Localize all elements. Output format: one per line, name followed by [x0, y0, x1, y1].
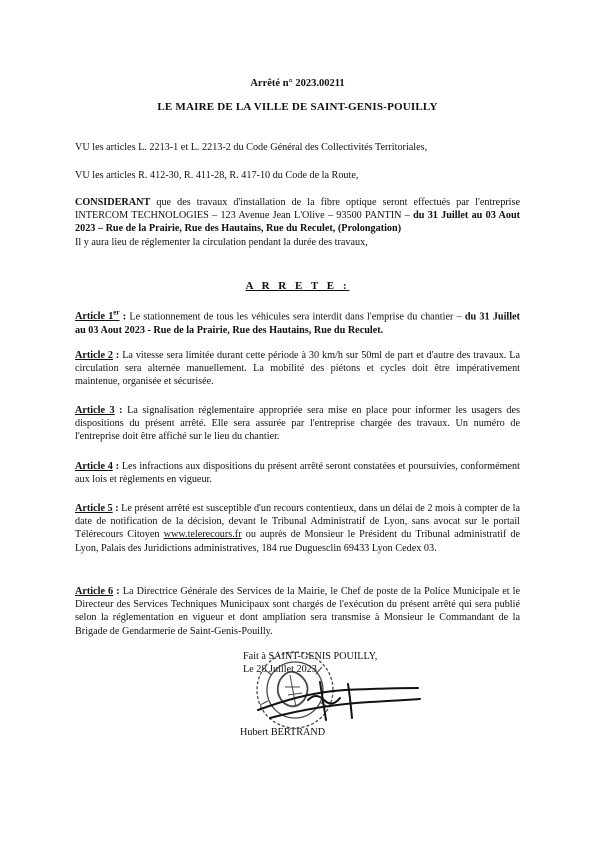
article-3-text: La signalisation réglementaire appropriée sera mise en place pour informer les usagers des dispositions du présent arrêté. Elle sera assurée par l'entreprise chargée des travaux. Un numéro de l'entreprise doit être affiché sur le lieu du chantier.	[75, 405, 520, 443]
article-4-text: Les infractions aux dispositions du présent arrêté seront constatées et poursuivies, conformément aux lois et règlements en vigueur.	[75, 461, 520, 486]
article-2-text: La vitesse sera limitée durant cette période à 30 km/h sur 50ml de part et d'autre des travaux. La circulation sera alternée manuellement. La mobilité des piétons et cycles doit être impérativement maintenue, organisée et sécurisée.	[75, 350, 520, 388]
article-4: Article 4 : Les infractions aux dispositions du présent arrêté seront constatées et poursuivies, conformément aux lois et règlements en vigueur.	[75, 461, 520, 486]
article-1-label: Article 1er	[75, 309, 120, 323]
article-6-text: La Directrice Générale des Services de la Mairie, le Chef de poste de la Police Municipale et le Directeur des Services Techniques Municipaux sont chargés de l'exécution du présent arrêté qui sera publié selon la réglementation en vigueur et dont ampliation sera transmise à Monsieur le Commandant de la Brigade de Gendarmerie de Saint-Genis-Pouilly.	[75, 586, 520, 637]
considerant-tail: Il y aura lieu de réglementer la circulation pendant la durée des travaux,	[75, 236, 368, 248]
article-5-text: Le présent arrêté est susceptible d'un recours contentieux, dans un délai de 2 mois à compter de la date de notification de la décision, devant le Tribunal Administratif de Lyon, sans avocat sur le portail Télérecours Citoyen	[75, 503, 520, 541]
vu-clause-2: VU les articles R. 412-30, R. 411-28, R. 417-10 du Code de la Route,	[75, 170, 359, 181]
article-1-dates: du 31 Juillet au 03 Aout 2023 - Rue de la Prairie, Rue des Hautains, Rue du Reculet.	[75, 311, 521, 336]
article-3-label: Article 3	[75, 405, 115, 416]
article-6: Article 6 : La Directrice Générale des Services de la Mairie, le Chef de poste de la Police Municipale et le Directeur des Services Techniques Municipaux sont chargés de l'exécution du présent arrêté qui sera publié selon la réglementation en vigueur et dont ampliation sera transmise à Monsieur le Commandant de la Brigade de Gendarmerie de Saint-Genis-Pouilly.	[75, 586, 520, 637]
vu-clause-1: VU les articles L. 2213-1 et L. 2213-2 du Code Général des Collectivités Territoriales,	[75, 142, 428, 153]
considerant-label: CONSIDERANT	[75, 197, 151, 208]
considerant-text: que des travaux d'installation de la fibre optique seront effectués par l'entreprise INTERCOM TECHNOLOGIES – 123 Avenue Jean L'Olive – 93500 PANTIN –	[75, 197, 520, 222]
signature-date: Le 28 Juillet 2023	[243, 664, 317, 675]
place-of-signature: Fait à SAINT-GENIS POUILLY,	[243, 651, 378, 662]
article-6-label: Article 6	[75, 586, 114, 597]
article-5: Article 5 : Le présent arrêté est susceptible d'un recours contentieux, dans un délai de 2 mois à compter de la date de notification de la décision, devant le Tribunal Administratif de Lyon, sans avocat sur le portail Télérecours Citoyen www.telerecours.fr ou auprès de Monsieur le Président du Tribunal administratif de Lyon, Palais des Juridictions administratives, 184 rue Duguesclin 69433 Lyon Cedex 03.	[75, 503, 520, 554]
article-3: Article 3 : La signalisation réglementaire appropriée sera mise en place pour informer les usagers des dispositions du présent arrêté. Elle sera assurée par l'entreprise chargée des travaux. Un numéro de l'entreprise doit être affiché sur le lieu du chantier.	[75, 405, 520, 443]
article-5-label: Article 5	[75, 503, 113, 514]
article-4-label: Article 4	[75, 461, 113, 472]
article-1: Article 1er : Le stationnement de tous les véhicules sera interdit dans l'emprise du chantier – du 31 Juillet au 03 Aout 2023 - Rue de la Prairie, Rue des Hautains, Rue du Reculet.	[75, 309, 521, 336]
arrete-heading: A R R E T E :	[245, 280, 350, 292]
issuing-authority: LE MAIRE DE LA VILLE DE SAINT-GENIS-POUILLY	[157, 101, 438, 113]
article-2: Article 2 : La vitesse sera limitée durant cette période à 30 km/h sur 50ml de part et d'autre des travaux. La circulation sera alternée manuellement. La mobilité des piétons et cycles doit être impérativement maintenue, organisée et sécurisée.	[75, 350, 520, 388]
decree-number: Arrêté n° 2023.00211	[250, 78, 345, 89]
article-1-text: Le stationnement de tous les véhicules sera interdit dans l'emprise du chantier –	[129, 311, 465, 323]
signatory-name: Hubert BERTRAND	[240, 727, 326, 738]
handwritten-signature	[250, 672, 425, 727]
telerecours-link[interactable]: www.telerecours.fr	[163, 529, 242, 541]
article-2-label: Article 2	[75, 350, 113, 361]
considerant-dates: du 31 Juillet au 03 Aout 2023 – Rue de la Prairie, Rue des Hautains, Rue du Reculet, (Prolongation)	[75, 210, 521, 235]
considerant-clause	[75, 196, 520, 249]
